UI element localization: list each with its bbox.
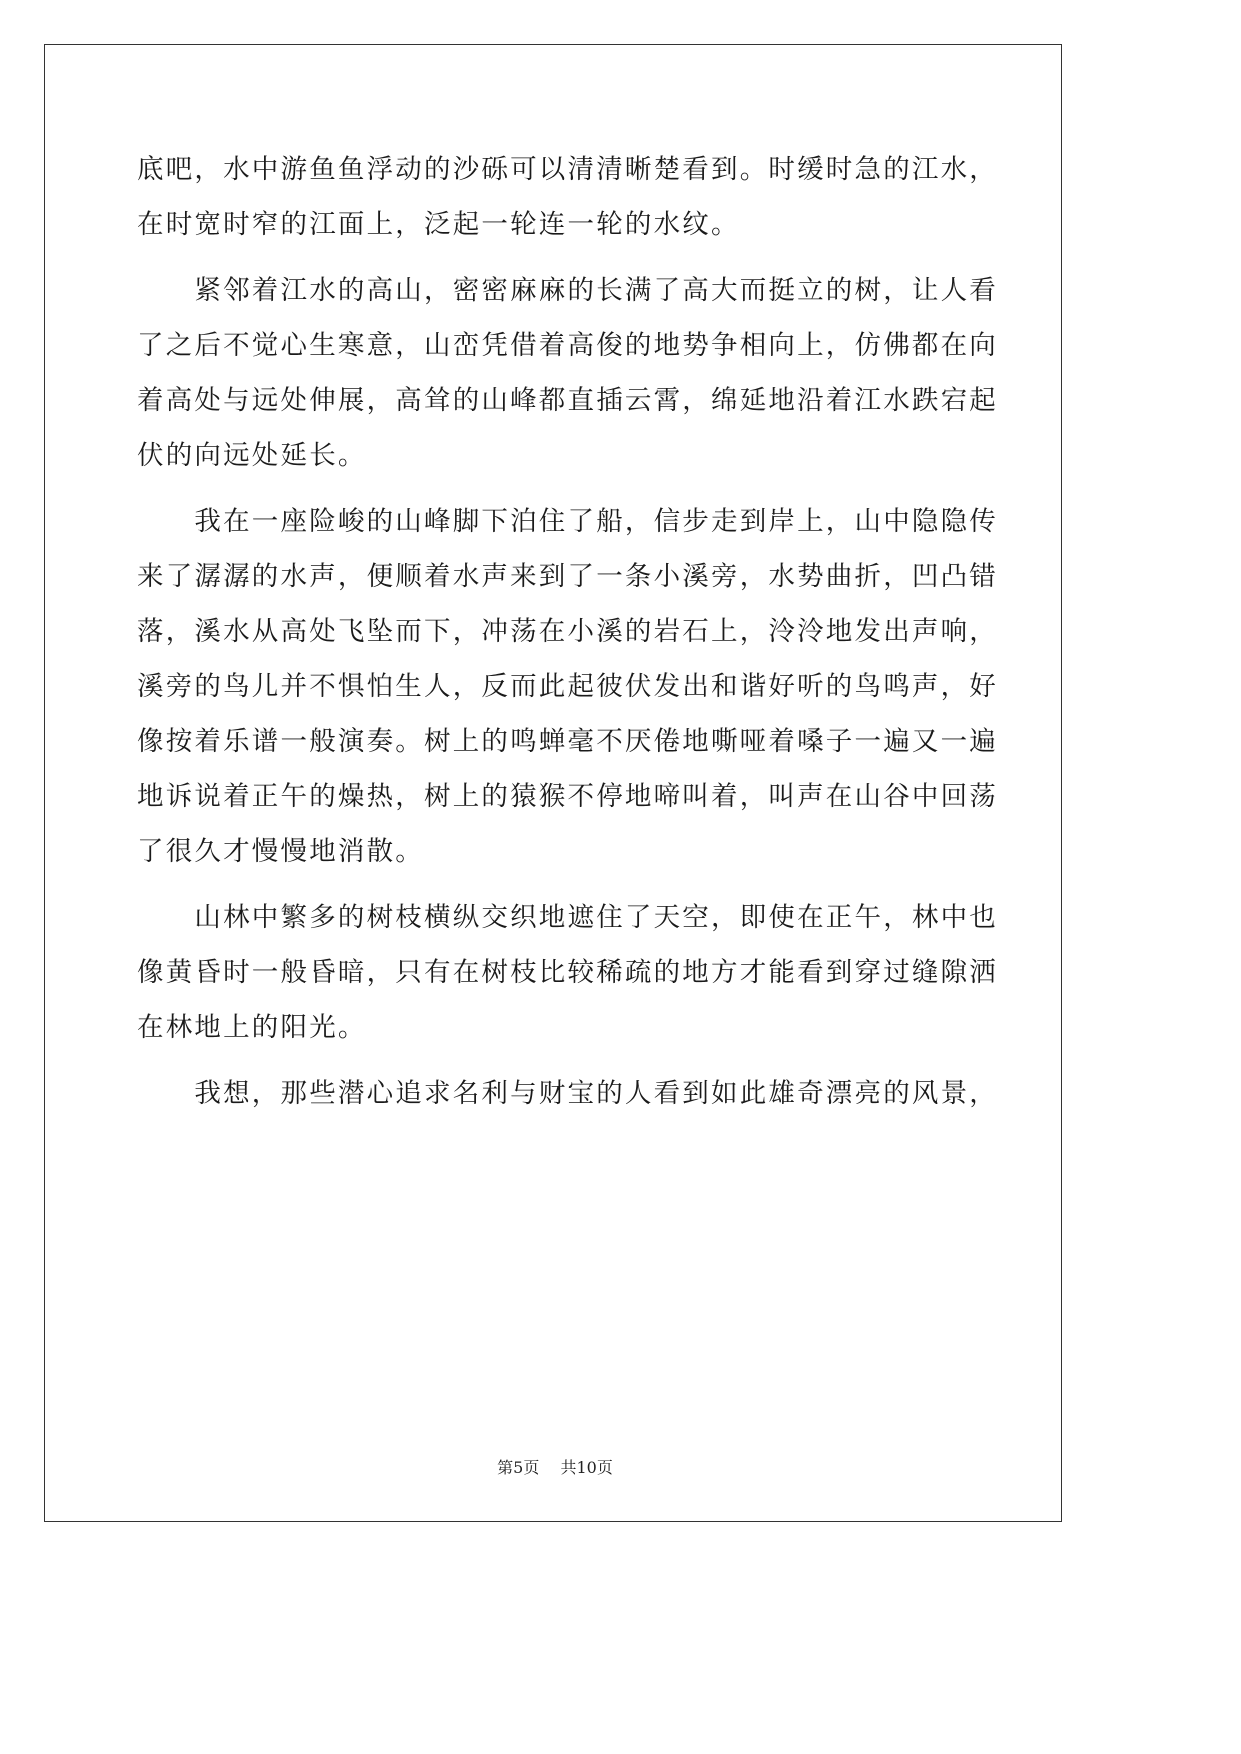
text-line: 来了潺潺的水声，便顺着水声来到了一条小溪旁，水势曲折，凹凸错 xyxy=(137,561,998,592)
paragraph xyxy=(137,263,998,483)
text-line: 在林地上的阳光。 xyxy=(137,1012,367,1043)
text-line: 像黄昏时一般昏暗，只有在树枝比较稀疏的地方才能看到穿过缝隙洒 xyxy=(137,957,998,988)
page-total: 共10页 xyxy=(560,1458,613,1477)
text-line: 山林中繁多的树枝横纵交织地遮住了天空，即使在正午，林中也 xyxy=(137,902,998,933)
text-line: 紧邻着江水的高山，密密麻麻的长满了高大而挺立的树，让人看 xyxy=(137,275,998,306)
text-line: 底吧，水中游鱼鱼浮动的沙砾可以清清晰楚看到。时缓时急的江水， xyxy=(137,154,998,185)
document-body xyxy=(137,142,998,1121)
page-footer xyxy=(0,1455,1110,1478)
paragraph xyxy=(137,494,998,879)
text-line: 在时宽时窄的江面上，泛起一轮连一轮的水纹。 xyxy=(137,209,740,240)
text-line: 溪旁的鸟儿并不惧怕生人，反而此起彼伏发出和谐好听的鸟鸣声，好 xyxy=(137,671,998,702)
paragraph xyxy=(137,1066,998,1121)
text-line: 地诉说着正午的燥热，树上的猿猴不停地啼叫着，叫声在山谷中回荡 xyxy=(137,781,998,812)
text-line: 了很久才慢慢地消散。 xyxy=(137,836,424,867)
paragraph xyxy=(137,142,998,252)
text-line: 像按着乐谱一般演奏。树上的鸣蝉毫不厌倦地嘶哑着嗓子一遍又一遍 xyxy=(137,726,998,757)
text-line: 落，溪水从高处飞坠而下，冲荡在小溪的岩石上，泠泠地发出声响， xyxy=(137,616,998,647)
text-line: 我在一座险峻的山峰脚下泊住了船，信步走到岸上，山中隐隐传 xyxy=(137,506,998,537)
page-number: 第5页 xyxy=(497,1458,540,1477)
paragraph xyxy=(137,890,998,1055)
text-line: 伏的向远处延长。 xyxy=(137,440,367,471)
text-line: 我想，那些潜心追求名利与财宝的人看到如此雄奇漂亮的风景， xyxy=(137,1078,998,1109)
text-line: 着高处与远处伸展，高耸的山峰都直插云霄，绵延地沿着江水跌宕起 xyxy=(137,385,998,416)
text-line: 了之后不觉心生寒意，山峦凭借着高俊的地势争相向上，仿佛都在向 xyxy=(137,330,998,361)
